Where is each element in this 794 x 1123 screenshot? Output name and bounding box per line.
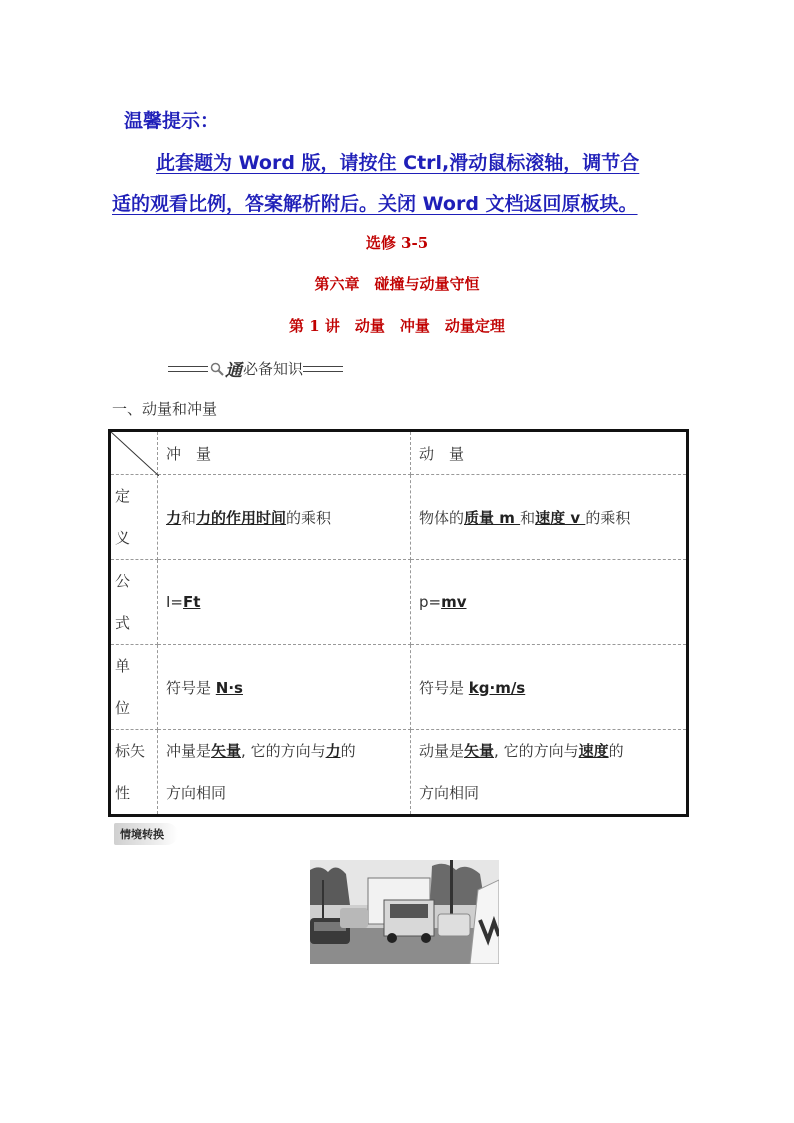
table-row <box>110 475 688 560</box>
banner-left-rule <box>168 366 208 372</box>
table-header-row <box>110 431 688 475</box>
street-traffic-photo <box>310 860 499 964</box>
chapter-heading: 第六章 碰撞与动量守恒 <box>314 275 480 293</box>
momentum-formula: p=mv <box>411 560 688 645</box>
section-banner <box>168 356 343 381</box>
momentum-unit: 符号是 kg·m/s <box>411 645 688 730</box>
momentum-definition: 物体的质量 m 和速度 v 的乘积 <box>411 475 688 560</box>
tong-icon: 通 <box>225 361 242 381</box>
magnifier-icon <box>210 362 224 376</box>
diagonal-line <box>111 432 159 476</box>
banner-right-rule <box>303 366 343 372</box>
diagonal-corner-cell <box>110 431 158 475</box>
tip-line-1: 此套题为 Word 版，请按住 Ctrl,滑动鼠标滚轴，调节合 <box>156 152 640 174</box>
momentum-vector-nature: 动量是矢量, 它的方向与速度的 方向相同 <box>411 730 688 816</box>
header-momentum: 动 量 <box>411 431 688 475</box>
context-switch-badge: 情境转换 <box>114 823 178 845</box>
impulse-definition: 力和力的作用时间的乘积 <box>158 475 411 560</box>
banner-text: 必备知识 <box>243 360 304 378</box>
row-label-vector: 标矢 性 <box>110 730 158 816</box>
impulse-vector-nature: 冲量是矢量, 它的方向与力的 方向相同 <box>158 730 411 816</box>
impulse-formula: I=Ft <box>158 560 411 645</box>
table-row <box>110 560 688 645</box>
elective-heading: 选修 3-5 <box>365 234 429 252</box>
lecture-heading: 第 1 讲 动量 冲量 动量定理 <box>289 317 505 335</box>
row-label-unit: 单 位 <box>110 645 158 730</box>
section-heading: 一、动量和冲量 <box>112 400 218 418</box>
table-row <box>110 645 688 730</box>
impulse-unit: 符号是 N·s <box>158 645 411 730</box>
knowledge-table <box>108 429 689 817</box>
tip-title: 温馨提示： <box>124 110 220 132</box>
header-impulse: 冲 量 <box>158 431 411 475</box>
row-label-formula: 公 式 <box>110 560 158 645</box>
row-label-definition: 定 义 <box>110 475 158 560</box>
tip-line-2: 适的观看比例，答案解析附后。关闭 Word 文档返回原板块。 <box>112 193 638 215</box>
table-row <box>110 730 688 816</box>
